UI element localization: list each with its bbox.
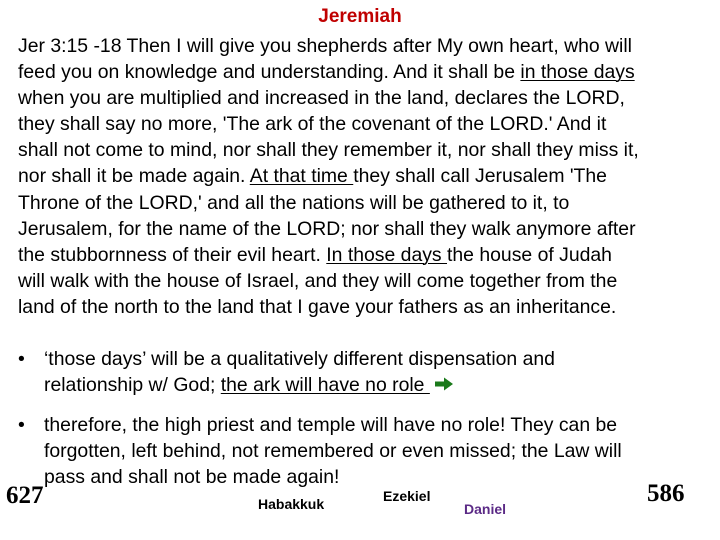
underlined-phrase: At that time <box>249 165 354 188</box>
passage-text: land of the north to the land that I gave your fathers as an inheritance. <box>18 295 617 318</box>
passage-line <box>18 59 708 85</box>
passage-text: when you are multiplied and increased in the land, declares the LORD, <box>18 87 625 110</box>
timeline-end-year: 586 <box>647 480 685 507</box>
passage-line <box>18 268 708 294</box>
passage-text: they shall call Jerusalem 'The <box>353 165 607 188</box>
bullet-item-high-priest <box>18 412 708 490</box>
bullet-line <box>18 372 708 399</box>
underlined-phrase: in those days <box>520 61 635 84</box>
passage-text: the house of Judah <box>447 243 612 266</box>
bullet-text: relationship w/ God; <box>44 374 221 396</box>
passage-text: nor shall it be made again. <box>18 165 250 188</box>
passage-text: Throne of the LORD,' and all the nations will be gathered to it, to <box>18 191 570 214</box>
passage-line <box>18 242 708 268</box>
passage-line <box>18 111 708 137</box>
prophet-habakkuk: Habakkuk <box>258 496 325 512</box>
bullet-line: ‘those days’ will be a qualitatively different dispensation and <box>44 348 555 370</box>
bullet-marker: • <box>18 414 25 436</box>
passage-line <box>18 294 708 320</box>
bullet-item-those-days <box>18 346 708 399</box>
passage-line <box>18 163 708 189</box>
passage-text: the stubbornness of their evil heart. <box>18 243 327 266</box>
right-arrow-icon <box>434 373 454 399</box>
passage-line <box>18 33 708 59</box>
passage-line <box>18 190 708 216</box>
passage-text: they shall say no more, 'The ark of the covenant of the LORD.' And it <box>18 113 607 136</box>
scripture-passage <box>18 33 708 320</box>
prophet-daniel: Daniel <box>464 501 507 517</box>
passage-line <box>18 85 708 111</box>
bullet-marker: • <box>18 348 25 370</box>
passage-line <box>18 137 708 163</box>
passage-text: Jerusalem, for the name of the LORD; nor shall they walk anymore after <box>18 217 636 240</box>
prophet-ezekiel: Ezekiel <box>383 488 431 504</box>
passage-text: feed you on knowledge and understanding. And it shall be <box>18 61 521 84</box>
passage-line <box>18 216 708 242</box>
page-title: Jeremiah <box>318 6 402 27</box>
bullet-line: forgotten, left behind, not remembered or even missed; the Law will <box>44 440 622 462</box>
underlined-phrase: In those days <box>326 243 448 266</box>
passage-text: Jer 3:15 -18 Then I will give you shepherds after My own heart, who will <box>18 35 632 57</box>
underlined-phrase: the ark will have no role <box>220 374 430 396</box>
bullet-line: pass and shall not be made again! <box>44 466 340 488</box>
bullet-line: therefore, the high priest and temple will have no role! They can be <box>44 414 618 436</box>
timeline-start-year: 627 <box>6 482 44 509</box>
passage-text: shall not come to mind, nor shall they remember it, nor shall they miss it, <box>18 139 639 162</box>
passage-text: will walk with the house of Israel, and they will come together from the <box>18 269 618 292</box>
